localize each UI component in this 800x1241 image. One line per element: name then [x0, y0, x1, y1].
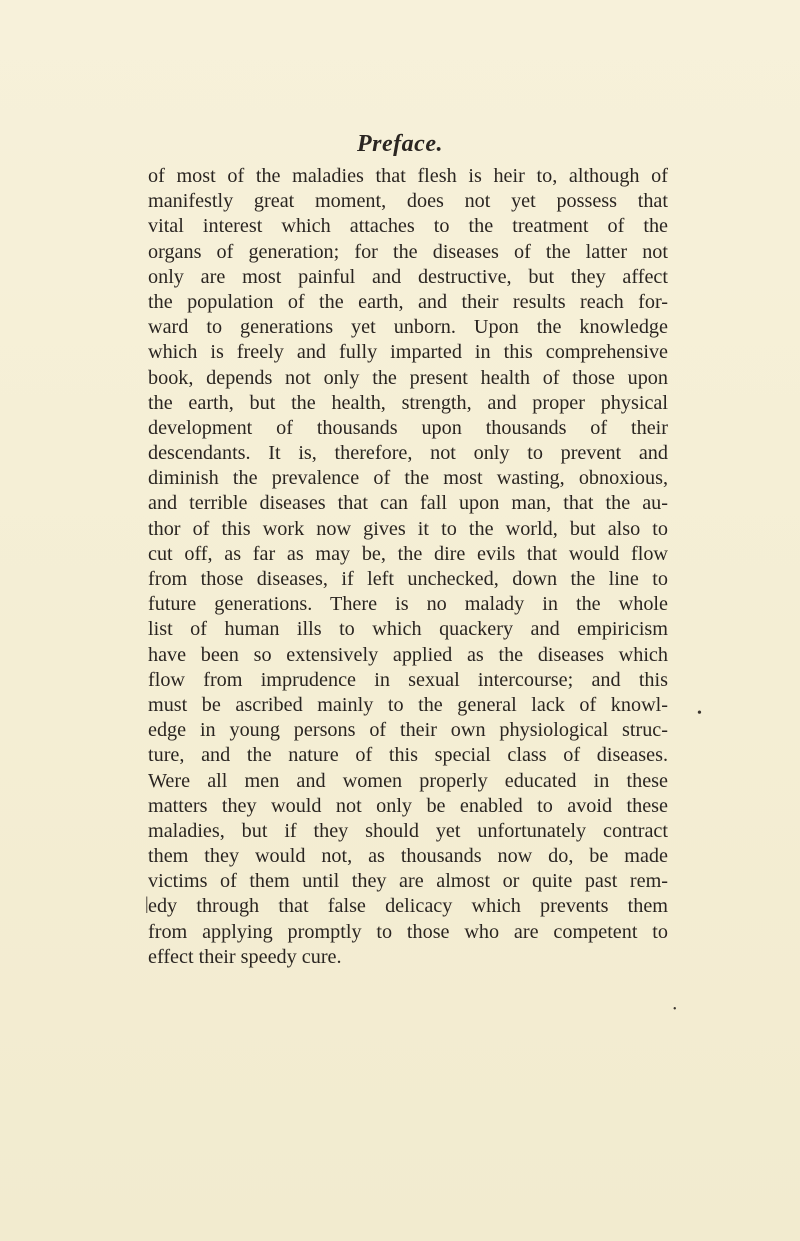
text-line: from those diseases, if left unchecked, down the line to: [148, 568, 668, 590]
text-line: have been so extensively applied as the diseases which: [148, 643, 668, 666]
text-line: which is freely and fully imparted in this comprehensive: [148, 341, 668, 364]
text-line: Were all men and women properly educated in these: [148, 769, 668, 792]
ink-speck: •: [697, 706, 702, 721]
ink-speck: •: [673, 1004, 677, 1015]
text-line: organs of generation; for the diseases of the latter not: [148, 240, 668, 263]
text-line: descendants. It is, therefore, not only to prevent and: [148, 442, 668, 465]
text-line: only are most painful and destructive, but they affect: [148, 265, 668, 288]
text-line: development of thousands upon thousands of their: [148, 416, 668, 439]
text-line: effect their speedy cure.: [148, 945, 342, 968]
text-line: must be ascribed mainly to the general lack of knowl-: [148, 693, 668, 716]
text-line: of most of the maladies that flesh is heir to, although of: [148, 165, 668, 187]
text-line: cut off, as far as may be, the dire evils that would flow: [148, 542, 668, 565]
preface-text-block: [148, 164, 668, 970]
text-line: from applying promptly to those who are competent to: [148, 920, 668, 943]
page-heading: Preface.: [357, 131, 443, 157]
text-line: edge in young persons of their own physiological struc-: [148, 719, 668, 742]
text-line: the earth, but the health, strength, and proper physical: [148, 391, 668, 414]
text-line: book, depends not only the present health of those upon: [148, 366, 668, 389]
text-line: future generations. There is no malady in the whole: [148, 593, 668, 616]
text-line: flow from imprudence in sexual intercourse; and this: [148, 668, 668, 691]
text-line: vital interest which attaches to the treatment of the: [148, 215, 668, 238]
text-line: ward to generations yet unborn. Upon the knowledge: [148, 316, 668, 339]
text-line: edy through that false delicacy which prevents them: [148, 895, 668, 918]
margin-mark: |: [145, 893, 149, 913]
text-line: the population of the earth, and their results reach for-: [148, 290, 668, 313]
text-line: matters they would not only be enabled to avoid these: [148, 794, 668, 817]
text-line: maladies, but if they should yet unfortunately contract: [148, 819, 668, 842]
text-line: diminish the prevalence of the most wasting, obnoxious,: [148, 467, 668, 490]
text-line: manifestly great moment, does not yet possess that: [148, 190, 668, 213]
text-line: ture, and the nature of this special class of diseases.: [148, 744, 668, 767]
text-line: them they would not, as thousands now do, be made: [148, 845, 668, 868]
text-line: thor of this work now gives it to the world, but also to: [148, 517, 668, 540]
text-line: and terrible diseases that can fall upon man, that the au-: [148, 492, 668, 515]
text-line: victims of them until they are almost or quite past rem-: [148, 870, 668, 893]
text-line: list of human ills to which quackery and empiricism: [148, 618, 668, 641]
